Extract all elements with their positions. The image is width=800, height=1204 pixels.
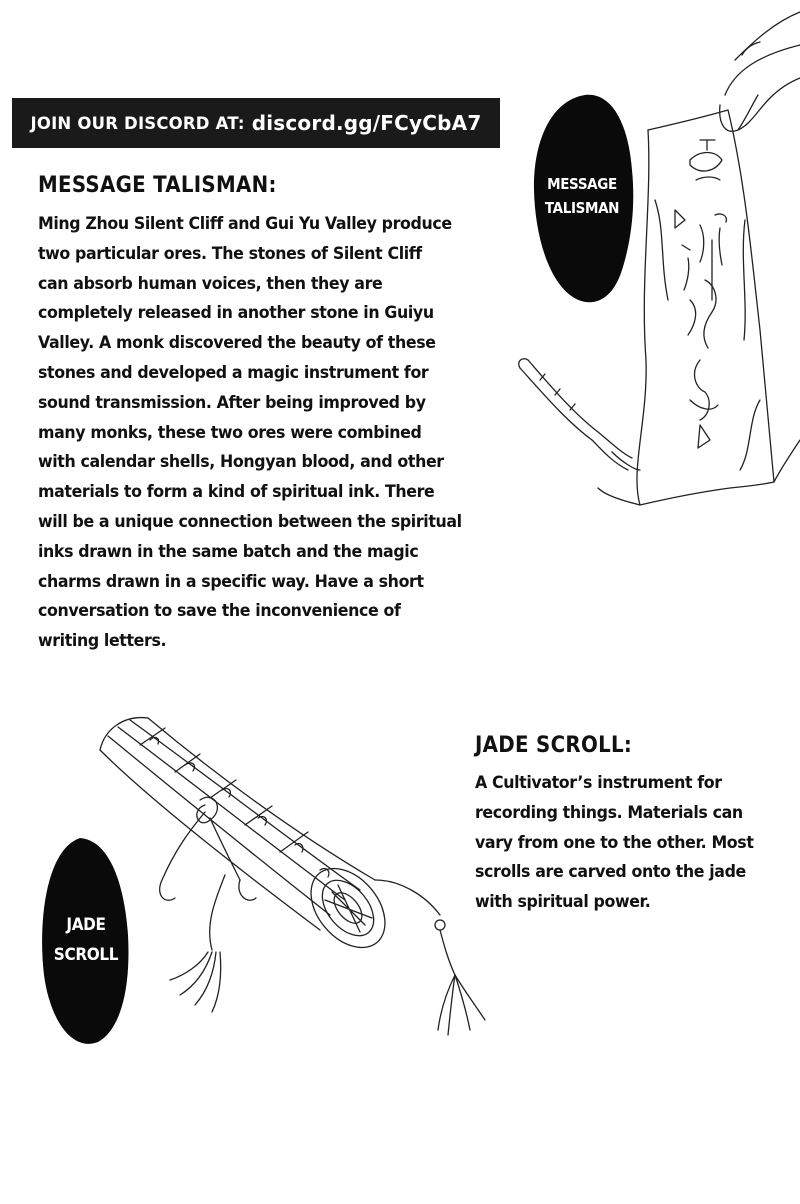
jade-scroll-heading: JADE SCROLL: bbox=[475, 733, 633, 758]
message-talisman-body: Ming Zhou Silent Cliff and Gui Yu Valley produce two particular ores. The stones of Silent Cliff can absorb human voices, then they are completely released in another stone in Guiyu Valley. A monk discovered the beauty of these stones and developed a magic instrument for sound transmission. After being improved by many monks, these two ores were combined with calendar shells, Hongyan blood, and other materials to form a kind of spiritual ink. There will be a unique connection between the spiritual inks drawn in the same batch and the magic charms drawn in a specific way. Have a short conversation to save the inconvenience of writing letters. bbox=[38, 214, 462, 652]
jade-scroll-label: JADE SCROLL bbox=[53, 915, 119, 965]
message-talisman-heading: MESSAGE TALISMAN: bbox=[38, 173, 277, 198]
jade-scroll-body: A Cultivator’s instrument for recording things. Materials can vary from one to the other. Most scrolls are carved onto the jade with spiritual power. bbox=[475, 773, 754, 913]
discord-link[interactable]: discord.gg/FCyCbA7 bbox=[251, 111, 482, 135]
talisman-label: MESSAGE TALISMAN bbox=[544, 175, 620, 217]
discord-banner-text: JOIN OUR DISCORD AT: bbox=[30, 113, 245, 133]
